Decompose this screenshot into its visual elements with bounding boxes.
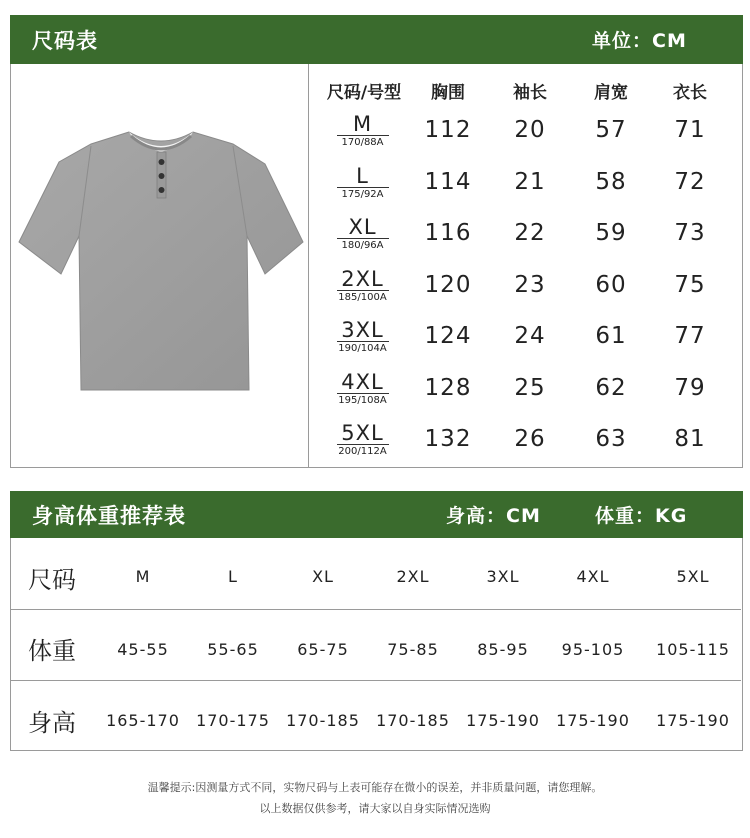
reference-note: 以上数据仅供参考，请大家以自身实际情况选购 [259, 802, 491, 815]
cell-height: 175-190 [656, 711, 730, 730]
recommend-title: 身高体重推荐表 [32, 503, 186, 528]
cell-shoulder: 63 [595, 426, 627, 452]
cell-length: 77 [674, 323, 706, 349]
cell-shoulder: 58 [595, 168, 627, 195]
row-label-height: 身高 [28, 709, 76, 737]
size-name: 3XL [341, 318, 384, 342]
cell-weight: 45-55 [117, 640, 169, 659]
row-label-size: 尺码 [28, 566, 76, 594]
cell-length: 75 [674, 271, 706, 298]
cell-shoulder: 61 [595, 323, 627, 349]
size-spec [320, 319, 405, 355]
size-code: 180/96A [337, 238, 389, 252]
cell-size: L [228, 567, 238, 586]
cell-height: 165-170 [106, 711, 180, 730]
size-name: 2XL [341, 266, 384, 291]
cell-length: 79 [674, 374, 706, 401]
cell-height: 170-185 [376, 711, 450, 730]
cell-weight: 75-85 [387, 640, 439, 659]
row-label-weight: 体重 [28, 637, 76, 665]
size-name: L [356, 163, 369, 188]
col-header-shoulder: 肩宽 [594, 83, 628, 103]
row-divider [10, 609, 741, 610]
cell-chest: 124 [424, 323, 472, 349]
row-divider [10, 680, 741, 681]
cell-chest: 112 [424, 117, 472, 143]
cell-shoulder: 59 [595, 220, 627, 246]
product-image [11, 64, 309, 467]
cell-length: 71 [674, 117, 706, 143]
size-code: 195/108A [338, 394, 387, 406]
size-name: M [352, 112, 373, 136]
size-code: 170/88A [337, 135, 389, 149]
cell-weight: 65-75 [297, 640, 349, 659]
size-spec [320, 422, 405, 458]
cell-weight: 85-95 [477, 640, 529, 659]
size-spec [320, 113, 405, 149]
cell-length: 72 [674, 168, 706, 195]
cell-shoulder: 62 [595, 374, 627, 401]
size-spec [320, 216, 405, 252]
size-code: 175/92A [337, 187, 389, 201]
cell-sleeve: 25 [514, 374, 546, 401]
cell-sleeve: 22 [514, 220, 546, 246]
cell-sleeve: 21 [514, 168, 546, 195]
size-code: 185/100A [338, 291, 387, 303]
size-name: XL [348, 215, 377, 239]
size-chart-title: 尺码表 [32, 28, 98, 53]
cell-height: 175-190 [556, 711, 630, 730]
size-chart-header [10, 15, 743, 64]
cell-size: M [135, 567, 151, 586]
cell-chest: 120 [424, 271, 472, 298]
tshirt-image [11, 64, 308, 467]
cell-chest: 114 [424, 168, 472, 195]
cell-weight: 105-115 [656, 640, 730, 659]
cell-weight: 95-105 [561, 640, 625, 659]
cell-shoulder: 57 [595, 117, 627, 143]
cell-size: 2XL [396, 567, 430, 586]
size-spec [320, 268, 405, 304]
size-chart-unit: 单位：CM [592, 30, 687, 52]
tip-note: 温馨提示:因测量方式不同，实物尺码与上表可能存在微小的误差，并非质量问题，请您理解。 [147, 781, 603, 794]
size-code: 200/112A [338, 446, 387, 457]
height-unit: 身高：CM [446, 505, 541, 527]
col-header-size: 尺码/号型 [326, 83, 402, 103]
cell-chest: 116 [424, 220, 472, 246]
cell-chest: 128 [424, 374, 472, 401]
cell-sleeve: 24 [514, 323, 546, 349]
size-name: 4XL [341, 369, 384, 394]
cell-size: 4XL [576, 567, 610, 586]
cell-shoulder: 60 [595, 271, 627, 298]
size-spec [320, 371, 405, 407]
cell-size: 3XL [486, 567, 520, 586]
cell-chest: 132 [424, 426, 472, 452]
size-code: 190/104A [338, 343, 387, 354]
size-name: 5XL [341, 421, 384, 445]
cell-sleeve: 20 [514, 117, 546, 143]
cell-sleeve: 23 [514, 271, 546, 298]
cell-height: 175-190 [466, 711, 540, 730]
cell-weight: 55-65 [207, 640, 259, 659]
col-header-sleeve: 袖长 [513, 83, 547, 103]
cell-height: 170-185 [286, 711, 360, 730]
cell-length: 73 [674, 220, 706, 246]
col-header-length: 衣长 [673, 83, 707, 103]
size-spec [320, 165, 405, 201]
cell-height: 170-175 [196, 711, 270, 730]
cell-sleeve: 26 [514, 426, 546, 452]
recommend-header [10, 491, 743, 538]
cell-size: 5XL [676, 567, 710, 586]
cell-length: 81 [674, 426, 706, 452]
cell-size: XL [312, 567, 334, 586]
col-header-chest: 胸围 [431, 83, 465, 103]
weight-unit: 体重：KG [595, 505, 688, 527]
